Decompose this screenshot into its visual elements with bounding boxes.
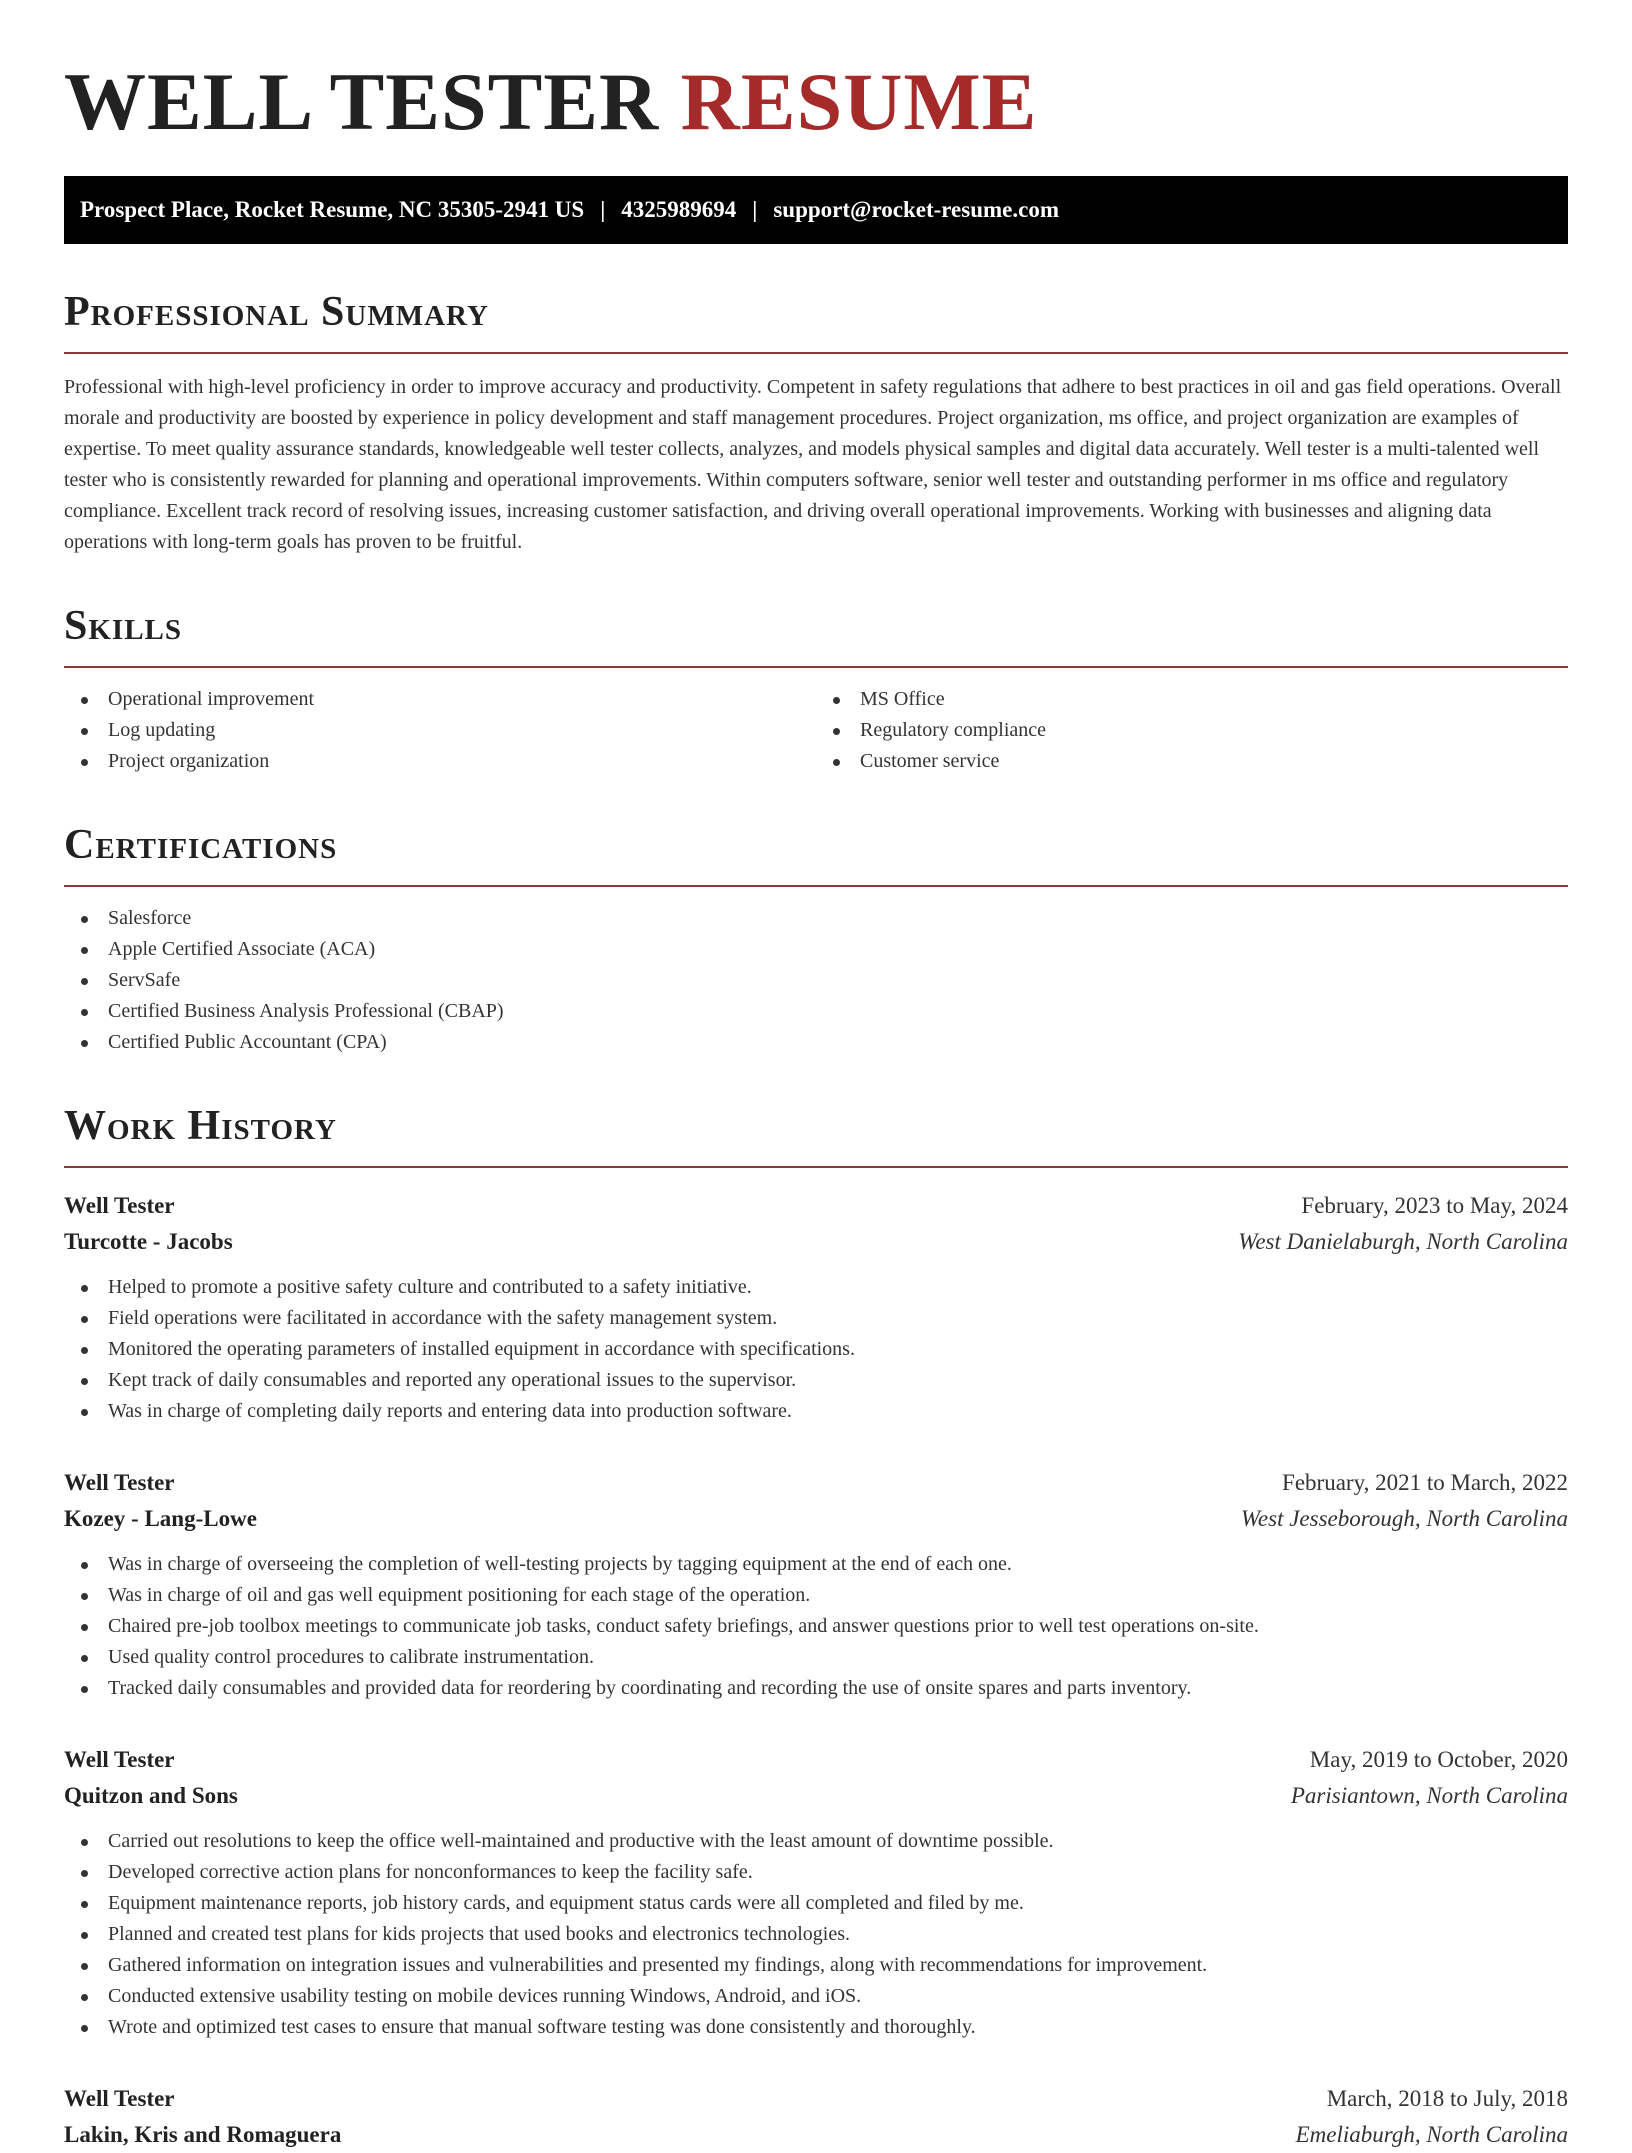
job-header-row <box>64 1188 1568 1224</box>
section-divider <box>64 885 1568 887</box>
certification-item: ServSafe <box>64 965 1568 996</box>
skills-list-right <box>816 684 1568 777</box>
contact-bar <box>64 176 1568 244</box>
job-duty: Used quality control procedures to calibrate instrumentation. <box>64 1642 1568 1673</box>
job-dates: May, 2019 to October, 2020 <box>1309 1747 1568 1772</box>
job-duty: Wrote and optimized test cases to ensure that manual software testing was done consistently and thoroughly. <box>64 2012 1568 2043</box>
certification-item: Apple Certified Associate (ACA) <box>64 934 1568 965</box>
skill-item: Customer service <box>816 746 1568 777</box>
job-duty: Gathered information on integration issues and vulnerabilities and presented my findings, along with recommendations for improvement. <box>64 1950 1568 1981</box>
job-location: West Jesseborough, North Carolina <box>1240 1506 1568 1531</box>
job-location: Emeliaburgh, North Carolina <box>1295 2122 1568 2147</box>
job-header-row <box>64 1742 1568 1778</box>
skill-item: Operational improvement <box>64 684 816 715</box>
contact-address: Prospect Place, Rocket Resume, NC 35305-2941 US <box>80 197 585 222</box>
job-header-row <box>64 1465 1568 1501</box>
job-entry <box>64 2081 1568 2153</box>
contact-phone: 4325989694 <box>621 197 737 222</box>
title-main: WELL TESTER <box>64 56 660 147</box>
job-duty: Chaired pre-job toolbox meetings to communicate job tasks, conduct safety briefings, and answer questions prior to well test operations on-site. <box>64 1611 1568 1642</box>
job-company: Kozey - Lang-Lowe <box>64 1506 257 1531</box>
job-entry <box>64 1742 1568 2043</box>
job-duty: Was in charge of overseeing the completion of well-testing projects by tagging equipment at the end of each one. <box>64 1549 1568 1580</box>
title-accent: RESUME <box>680 56 1038 147</box>
skill-item: Project organization <box>64 746 816 777</box>
contact-separator: | <box>752 197 758 222</box>
job-company: Quitzon and Sons <box>64 1783 238 1808</box>
job-duty: Conducted extensive usability testing on mobile devices running Windows, Android, and iOS. <box>64 1981 1568 2012</box>
contact-email: support@rocket-resume.com <box>773 197 1059 222</box>
section-divider <box>64 1166 1568 1168</box>
job-dates: February, 2023 to May, 2024 <box>1301 1193 1568 1218</box>
job-title: Well Tester <box>64 1193 175 1218</box>
job-duty: Field operations were facilitated in accordance with the safety management system. <box>64 1303 1568 1334</box>
job-entry <box>64 1465 1568 1704</box>
job-duties-list <box>64 1272 1568 1427</box>
skill-item: Regulatory compliance <box>816 715 1568 746</box>
certifications-section <box>64 821 1568 1058</box>
skills-grid <box>64 668 1568 777</box>
job-duty: Developed corrective action plans for nonconformances to keep the facility safe. <box>64 1857 1568 1888</box>
job-location: Parisiantown, North Carolina <box>1290 1783 1568 1808</box>
job-company: Turcotte - Jacobs <box>64 1229 233 1254</box>
certifications-list <box>64 903 1568 1058</box>
skills-section <box>64 602 1568 777</box>
job-company-row <box>64 1778 1568 1814</box>
work-history-section <box>64 1102 1568 2153</box>
job-title: Well Tester <box>64 2086 175 2111</box>
certifications-heading: Certifications <box>64 822 338 868</box>
job-duty: Kept track of daily consumables and reported any operational issues to the supervisor. <box>64 1365 1568 1396</box>
skills-list-left <box>64 684 816 777</box>
skill-item: Log updating <box>64 715 816 746</box>
resume-title <box>64 52 1568 152</box>
section-divider <box>64 352 1568 354</box>
job-company: Lakin, Kris and Romaguera <box>64 2122 342 2147</box>
skill-item: MS Office <box>816 684 1568 715</box>
job-title: Well Tester <box>64 1470 175 1495</box>
job-dates: February, 2021 to March, 2022 <box>1282 1470 1568 1495</box>
summary-text: Professional with high-level proficiency in order to improve accuracy and productivity. Competent in safety regulations that adhere to best practices in oil and gas field operations. Overall morale and productivity are boosted by experience in policy development and staff management procedures. Project organization, ms office, and project organization are examples of expertise. To meet quality assurance standards, knowledgeable well tester collects, analyzes, and models physical samples and digital data accurately. Well tester is a multi-talented well tester who is consistently rewarded for planning and operational improvements. Within computers software, senior well tester and outstanding performer in ms office and regulatory compliance. Excellent track record of resolving issues, increasing customer satisfaction, and driving overall operational improvements. Working with businesses and aligning data operations with long-term goals has proven to be fruitful. <box>64 376 1562 553</box>
skills-heading: Skills <box>64 603 183 649</box>
job-duty: Planned and created test plans for kids projects that used books and electronics technologies. <box>64 1919 1568 1950</box>
summary-section <box>64 288 1568 558</box>
job-duty: Helped to promote a positive safety culture and contributed to a safety initiative. <box>64 1272 1568 1303</box>
job-duties-list <box>64 1826 1568 2043</box>
job-company-row <box>64 1224 1568 1260</box>
work-history-heading: Work History <box>64 1103 337 1149</box>
certification-item: Certified Public Accountant (CPA) <box>64 1027 1568 1058</box>
job-header-row <box>64 2081 1568 2117</box>
job-duty: Carried out resolutions to keep the office well-maintained and productive with the least amount of downtime possible. <box>64 1826 1568 1857</box>
job-location: West Danielaburgh, North Carolina <box>1238 1229 1568 1254</box>
summary-heading: Professional Summary <box>64 289 489 335</box>
job-dates: March, 2018 to July, 2018 <box>1326 2086 1568 2111</box>
job-duty: Was in charge of oil and gas well equipment positioning for each stage of the operation. <box>64 1580 1568 1611</box>
job-duty: Was in charge of completing daily reports and entering data into production software. <box>64 1396 1568 1427</box>
job-company-row <box>64 1501 1568 1537</box>
job-duty: Tracked daily consumables and provided data for reordering by coordinating and recording the use of onsite spares and parts inventory. <box>64 1673 1568 1704</box>
job-duty: Monitored the operating parameters of installed equipment in accordance with specifications. <box>64 1334 1568 1365</box>
job-duties-list <box>64 1549 1568 1704</box>
job-entry <box>64 1188 1568 1427</box>
certification-item: Certified Business Analysis Professional (CBAP) <box>64 996 1568 1027</box>
job-title: Well Tester <box>64 1747 175 1772</box>
job-duty: Equipment maintenance reports, job history cards, and equipment status cards were all completed and filed by me. <box>64 1888 1568 1919</box>
certification-item: Salesforce <box>64 903 1568 934</box>
job-company-row <box>64 2117 1568 2153</box>
contact-separator: | <box>600 197 606 222</box>
